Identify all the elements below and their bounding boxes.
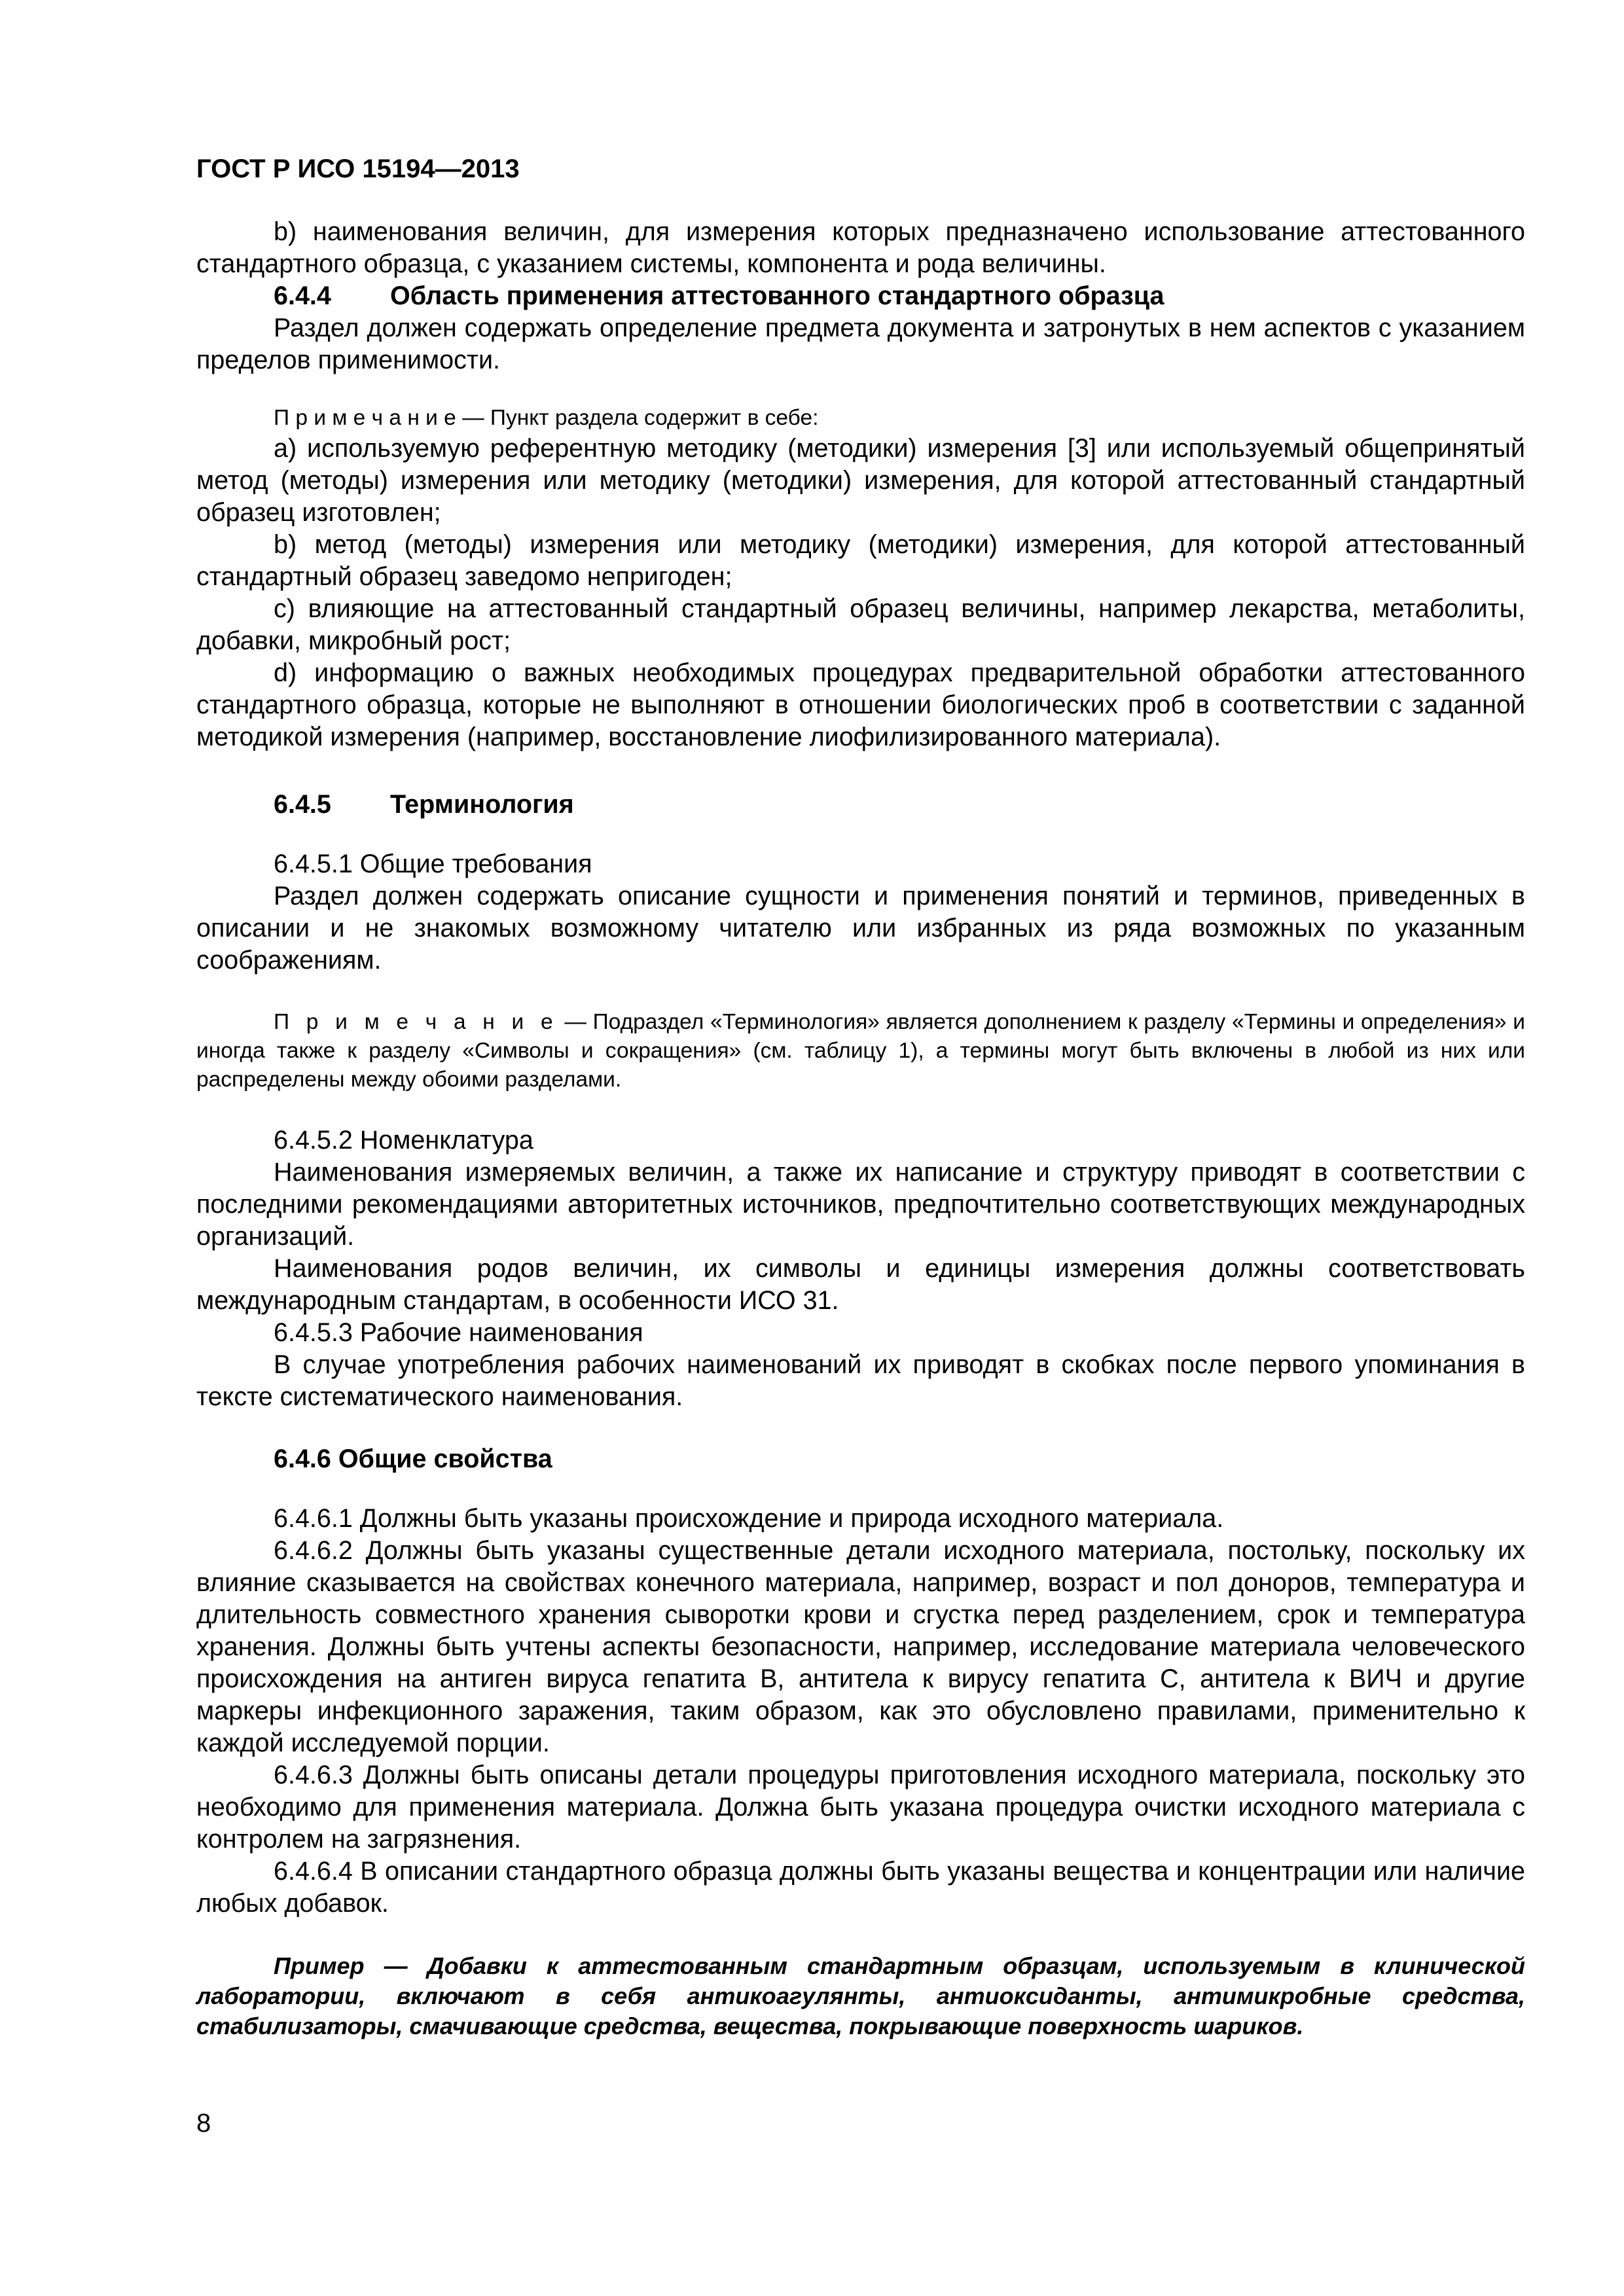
note-text: — Подраздел «Терминология» является дополнением к разделу «Термины и определения» и иногда также к разделу «Символы и сокращения» (см. таблицу 1), а термины могут быть включены в любой из них или распределены между обоими разделами. (196, 1010, 1525, 1092)
paragraph-6-4-4: Раздел должен содержать определение предмета документа и затронутых в нем аспектов с указанием пределов применимости. (196, 314, 1525, 374)
paragraph-6-4-6-1: 6.4.6.1 Должны быть указаны происхождение и природа исходного материала. (274, 1504, 1224, 1533)
list-item-c: с) влияющие на аттестованный стандартный образец величины, например лекарства, метаболиты, добавки, микробный рост; (196, 594, 1525, 655)
paragraph-6-4-5-3: В случае употребления рабочих наименований их приводят в скобках после первого упоминания в тексте систематического наименования. (196, 1350, 1525, 1411)
page-content (196, 216, 1525, 2041)
example-block: Пример — Добавки к аттестованным стандартным образцам, используемым в клинической лаборатории, включают в себя антикоагулянты, антиоксиданты, антимикробные средства, стабилизаторы, смачивающие средства, вещества, покрывающие поверхность шариков. (196, 1952, 1525, 2039)
heading-title: Область применения аттестованного стандартного образца (390, 281, 1164, 310)
heading-number: 6.4.4 (274, 281, 331, 310)
heading-number: 6.4.5 (274, 790, 331, 819)
heading-6-4-5-2: 6.4.5.2 Номенклатура (274, 1126, 533, 1155)
note-1 (196, 404, 1525, 433)
list-item-a: а) используемую референтную методику (методики) измерения [3] или используемый общепринятый метод (методы) измерения или методику (методики) измерения, для которой аттестованный стандартный образец изготовлен; (196, 434, 1525, 527)
heading-6-4-4 (196, 280, 1525, 312)
list-item-d: d) информацию о важных необходимых процедурах предварительной обработки аттестованного стандартного образца, которые не выполняют в отношении биологических проб в соответствии с заданной методикой измерения (например, восстановление лиофилизированного материала). (196, 658, 1525, 751)
paragraph-6-4-6-2: 6.4.6.2 Должны быть указаны существенные детали исходного материала, постольку, поскольку их влияние сказывается на свойствах конечного материала, например, возраст и пол доноров, температура и длительность совместного хранения сыворотки крови и сгустка перед разделением, срок и температура хранения. Должны быть учтены аспекты безопасности, например, исследование материала человеческого происхождения на антиген вируса гепатита В, антитела к вирусу гепатита С, антитела к ВИЧ и другие маркеры инфекционного заражения, таким образом, как это обусловлено правилами, применительно к каждой исследуемой порции. (196, 1536, 1525, 1757)
paragraph-b-names: b) наименования величин, для измерения которых предназначено использование аттестованного стандартного образца, с указанием системы, компонента и рода величины. (196, 217, 1525, 278)
paragraph-6-4-5-2-a: Наименования измеряемых величин, а также их написание и структуру приводят в соответствии с последними рекомендациями авторитетных источников, предпочтительно соответствующих международных организаций. (196, 1158, 1525, 1251)
note-text: — Пункт раздела содержит в себе: (456, 406, 819, 430)
page-number: 8 (196, 2109, 211, 2138)
paragraph-6-4-6-3: 6.4.6.3 Должны быть описаны детали процедуры приготовления исходного материала, поскольку это необходимо для применения материала. Должна быть указана процедура очистки исходного материала с контролем на загрязнения. (196, 1761, 1525, 1854)
heading-title: Терминология (390, 790, 574, 819)
paragraph-6-4-5-2-b: Наименования родов величин, их символы и единицы измерения должны соответствовать международным стандартам, в особенности ИСО 31. (196, 1254, 1525, 1315)
heading-6-4-5-3: 6.4.5.3 Рабочие наименования (274, 1318, 643, 1347)
document-header: ГОСТ Р ИСО 15194—2013 (196, 154, 520, 183)
note-2 (196, 1008, 1525, 1094)
note-label: П р и м е ч а н и е (274, 1010, 558, 1034)
heading-6-4-6: 6.4.6 Общие свойства (274, 1444, 552, 1473)
list-item-b: b) метод (методы) измерения или методику (методики) измерения, для которой аттестованный стандартный образец заведомо непригоден; (196, 530, 1525, 591)
heading-6-4-5 (196, 789, 1525, 821)
heading-6-4-5-1: 6.4.5.1 Общие требования (274, 850, 592, 878)
paragraph-6-4-6-4: 6.4.6.4 В описании стандартного образца должны быть указаны вещества и концентрации или наличие любых добавок. (196, 1857, 1525, 1918)
paragraph-6-4-5-1: Раздел должен содержать описание сущности и применения понятий и терминов, приведенных в описании и не знакомых возможному читателю или избранных из ряда возможных по указанным соображениям. (196, 882, 1525, 975)
note-label: П р и м е ч а н и е (274, 406, 456, 430)
